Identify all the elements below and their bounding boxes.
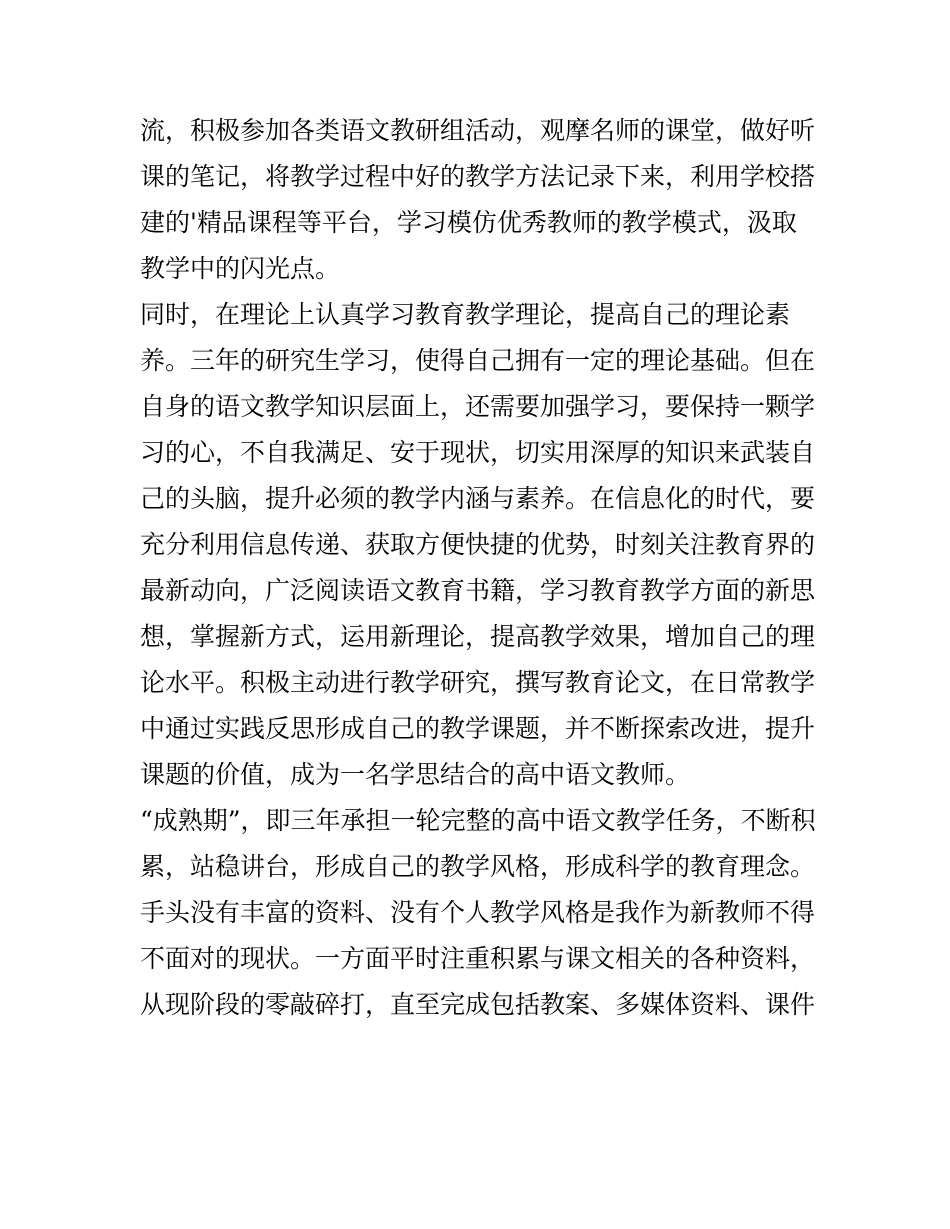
text-line: 论水平。积极主动进行教学研究，撰写教育论文，在日常教学 — [140, 668, 816, 697]
text-line: 己的头脑，提升必须的教学内涵与素养。在信息化的时代，要 — [140, 484, 816, 513]
text-line: 手头没有丰富的资料、没有个人教学风格是我作为新教师不得 — [140, 898, 816, 927]
text-line: 教学中的闪光点。 — [140, 254, 341, 283]
text-line: 最新动向，广泛阅读语文教育书籍，学习教育教学方面的新思 — [140, 576, 816, 605]
text-line: 充分利用信息传递、获取方便快捷的优势，时刻关注教育界的 — [140, 530, 816, 559]
text-line: 流，积极参加各类语文教研组活动，观摩名师的课堂，做好听 — [140, 116, 816, 145]
text-line: “成熟期”，即三年承担一轮完整的高中语文教学任务，不断积 — [140, 806, 816, 835]
text-line: 自身的语文教学知识层面上，还需要加强学习，要保持一颗学 — [140, 392, 816, 421]
text-line: 养。三年的研究生学习，使得自己拥有一定的理论基础。但在 — [140, 346, 816, 375]
text-line: 想，掌握新方式，运用新理论，提高教学效果，增加自己的理 — [140, 622, 816, 651]
document-body — [140, 108, 820, 1028]
text-line: 建的'精品课程等平台，学习模仿优秀教师的教学模式，汲取 — [140, 208, 797, 237]
text-line: 累，站稳讲台，形成自己的教学风格，形成科学的教育理念。 — [140, 852, 816, 881]
text-line: 习的心，不自我满足、安于现状，切实用深厚的知识来武装自 — [140, 438, 816, 467]
text-line: 课题的价值，成为一名学思结合的高中语文教师。 — [140, 760, 691, 789]
text-line: 中通过实践反思形成自己的教学课题，并不断探索改进，提升 — [140, 714, 816, 743]
text-line: 从现阶段的零敲碎打，直至完成包括教案、多媒体资料、课件 — [140, 990, 816, 1019]
text-line: 不面对的现状。一方面平时注重积累与课文相关的各种资料， — [140, 944, 816, 973]
text-line: 同时，在理论上认真学习教育教学理论，提高自己的理论素 — [140, 300, 791, 329]
text-line: 课的笔记，将教学过程中好的教学方法记录下来，利用学校搭 — [140, 162, 816, 191]
